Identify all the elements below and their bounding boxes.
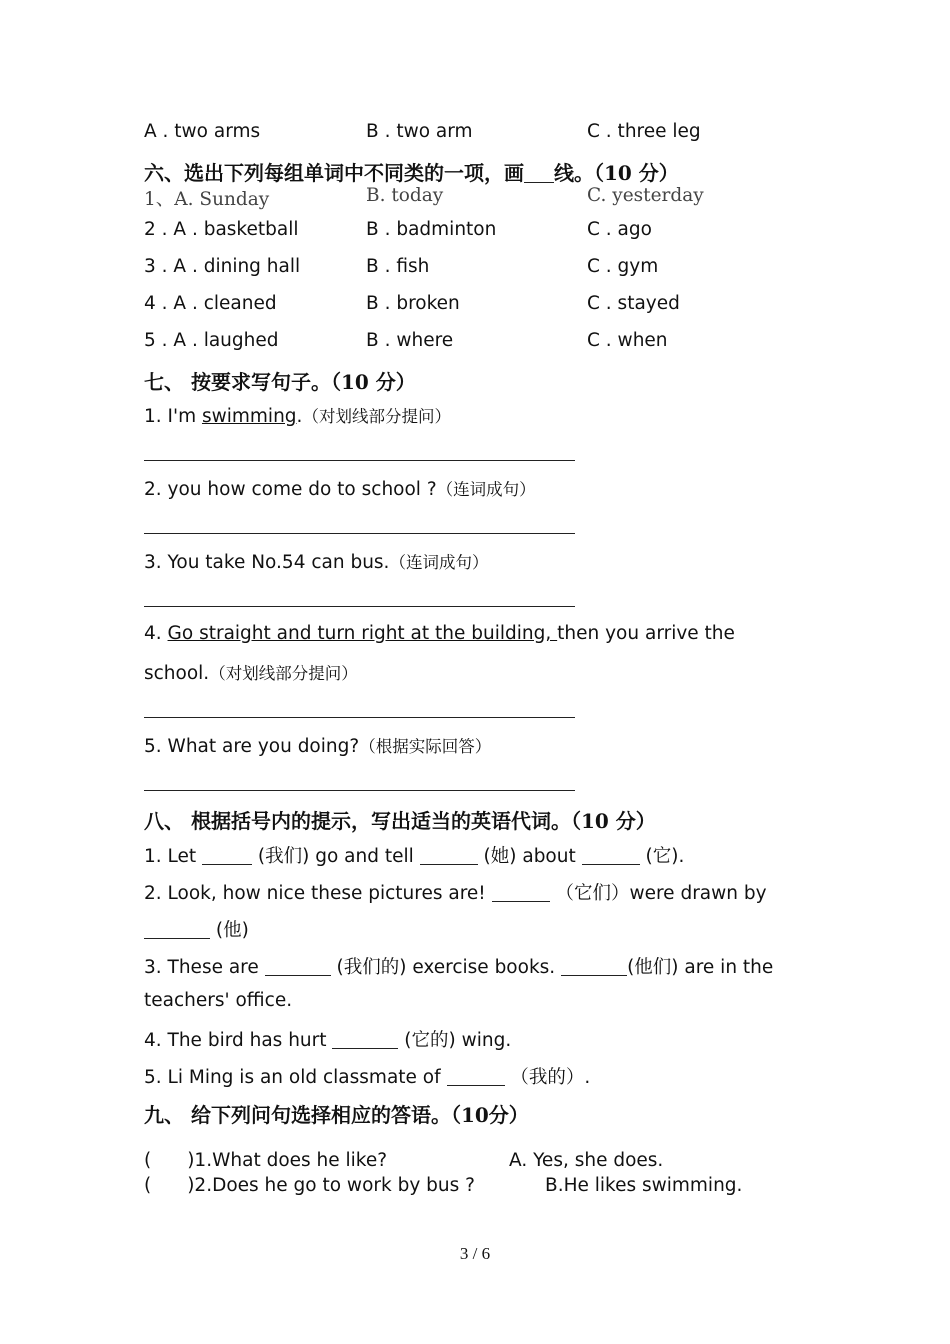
- s7-q5-answer-line[interactable]: [144, 790, 575, 791]
- s7-q1-underlined: swimming: [201, 406, 297, 427]
- s9-row-2: ( )2.Does he go to work by bus ?: [144, 1175, 475, 1196]
- s6-row1-a: 1、A. Sunday: [144, 189, 270, 210]
- s8-question-2-cont: (他): [144, 916, 249, 942]
- s7-q2-answer-line[interactable]: [144, 533, 575, 534]
- s7-question-4-cont: school.（对划线部分提问）: [144, 663, 358, 684]
- s6-row4-c: C . stayed: [587, 293, 680, 314]
- s7-q3-answer-line[interactable]: [144, 606, 575, 607]
- s6-row2-c: C . ago: [587, 219, 652, 240]
- s7-q4-underlined: Go straight and turn right at the building,: [167, 623, 558, 644]
- s8-q1-blank-2[interactable]: [420, 846, 478, 866]
- s8-question-3: 3. These are (我们的) exercise books. (他们) are in the: [144, 957, 774, 978]
- s8-q3-blank-1[interactable]: [265, 957, 331, 977]
- s7-question-1: 1. I'm swimming.（对划线部分提问）: [144, 406, 451, 427]
- section-6-title: 六、选出下列每组单词中不同类的一项，画 线。（10 分）: [144, 161, 679, 185]
- s6-row2-b: B . badminton: [366, 219, 497, 240]
- s6-row4-b: B . broken: [366, 293, 460, 314]
- s6-row1-b: B. today: [366, 185, 444, 206]
- s6-row2-a: 2 . A . basketball: [144, 219, 299, 240]
- section-9-title: 九、 给下列问句选择相应的答语。（10分）: [144, 1103, 529, 1127]
- s8-q1-blank-3[interactable]: [582, 846, 640, 866]
- section-6-title-blank: [524, 162, 554, 183]
- s6-row3-c: C . gym: [587, 256, 659, 277]
- s6-row3-a: 3 . A . dining hall: [144, 256, 301, 277]
- s6-row5-b: B . where: [366, 330, 454, 351]
- s8-q5-blank[interactable]: [447, 1067, 505, 1087]
- s8-question-2: 2. Look, how nice these pictures are! （它们）were drawn by: [144, 883, 767, 904]
- s8-question-5: 5. Li Ming is an old classmate of （我的）.: [144, 1067, 591, 1088]
- s6-row5-c: C . when: [587, 330, 668, 351]
- s9-answer-a: A. Yes, she does.: [509, 1150, 664, 1171]
- s6-row5-a: 5 . A . laughed: [144, 330, 279, 351]
- s8-question-3-cont: teachers' office.: [144, 990, 293, 1011]
- prev-option-c: C . three leg: [587, 121, 701, 142]
- s8-q3-blank-2[interactable]: [561, 957, 627, 977]
- section-7-title: 七、 按要求写句子。（10 分）: [144, 370, 416, 394]
- s7-q4-answer-line[interactable]: [144, 717, 575, 718]
- s7-question-2: 2. you how come do to school ?（连词成句）: [144, 479, 536, 500]
- prev-option-b: B . two arm: [366, 121, 473, 142]
- s9-row-1: ( )1.What does he like?: [144, 1150, 388, 1171]
- s6-row4-a: 4 . A . cleaned: [144, 293, 277, 314]
- s8-q2-blank-1[interactable]: [492, 883, 550, 903]
- s6-row1-c: C. yesterday: [587, 185, 704, 206]
- section-8-title: 八、 根据括号内的提示，写出适当的英语代词。（10 分）: [144, 809, 656, 833]
- s6-row3-b: B . fish: [366, 256, 430, 277]
- s7-question-3: 3. You take No.54 can bus.（连词成句）: [144, 552, 489, 573]
- page-number: 3 / 6: [459, 1244, 491, 1263]
- s8-question-1: 1. Let (我们) go and tell (她) about (它).: [144, 846, 685, 867]
- prev-option-a: A . two arms: [144, 121, 261, 142]
- s8-q1-blank-1[interactable]: [202, 846, 252, 866]
- s7-question-4: 4. Go straight and turn right at the building, then you arrive the: [144, 623, 735, 644]
- s7-question-5: 5. What are you doing?（根据实际回答）: [144, 736, 492, 757]
- s9-answer-b: B.He likes swimming.: [545, 1175, 743, 1196]
- s8-q2-blank-2[interactable]: [144, 920, 210, 940]
- s8-question-4: 4. The bird has hurt (它的) wing.: [144, 1030, 512, 1051]
- s7-q1-answer-line[interactable]: [144, 460, 575, 461]
- s8-q4-blank[interactable]: [332, 1030, 398, 1050]
